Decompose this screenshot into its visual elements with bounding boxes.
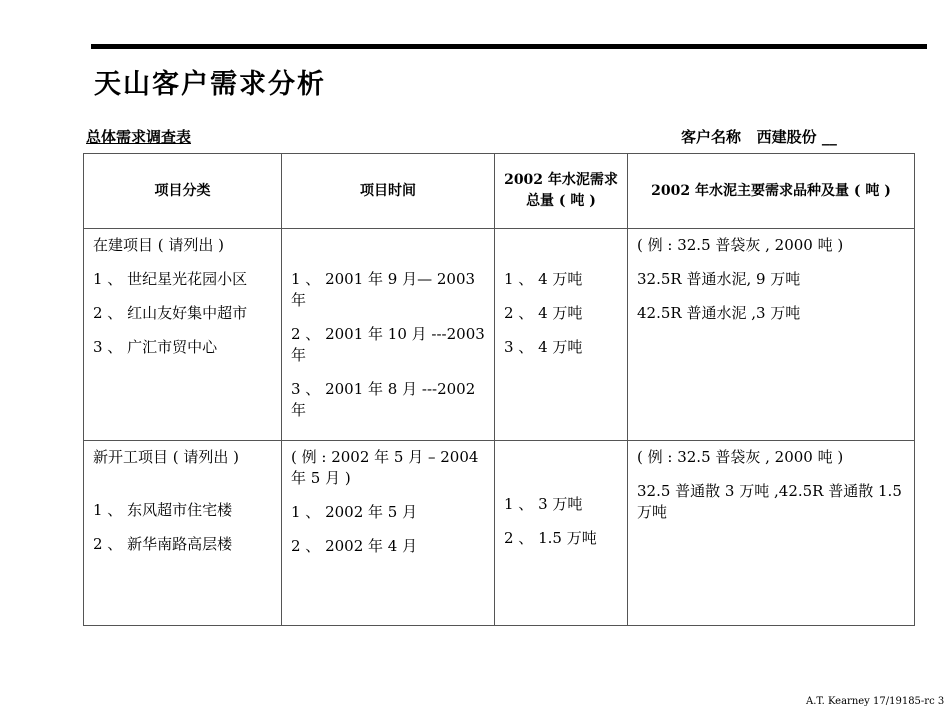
- cell-line: 32.5 普通散 3 万吨 ,42.5R 普通散 1.5 万吨: [637, 482, 902, 521]
- demand-survey-table: [83, 153, 915, 626]
- cell-time: [282, 441, 495, 626]
- cell-line: 1 、 东风超市住宅楼: [93, 501, 233, 519]
- header-total: 2002 年水泥需求总量 ( 吨 ): [495, 154, 628, 229]
- cell-line: 2 、 2002 年 4 月: [291, 537, 418, 555]
- cell-line: 2 、 红山友好集中超市: [93, 304, 248, 322]
- customer-name: 客户名称 西建股份 __: [681, 128, 837, 146]
- cell-line: 3 、 4 万吨: [504, 338, 583, 356]
- cell-line: ( 例 : 32.5 普袋灰 , 2000 吨 ): [637, 448, 844, 466]
- cell-line: 1 、 2001 年 9 月— 2003 年: [291, 270, 476, 309]
- header-time: 项目时间: [282, 154, 495, 229]
- cell-types: [628, 229, 915, 441]
- cell-category: [84, 229, 282, 441]
- cell-line: 2 、 2001 年 10 月 ---2003 年: [291, 325, 485, 364]
- cell-line: 3 、 2001 年 8 月 ---2002 年: [291, 380, 476, 419]
- survey-subtitle: 总体需求调查表: [86, 128, 192, 146]
- table-header-row: [84, 154, 915, 229]
- cell-time: [282, 229, 495, 441]
- cell-line: 2 、 新华南路高层楼: [93, 535, 233, 553]
- table-row: [84, 229, 915, 441]
- cell-line: 2 、 1.5 万吨: [504, 529, 597, 547]
- cell-line: 新开工项目 ( 请列出 ): [93, 448, 240, 466]
- cell-line: 2 、 4 万吨: [504, 304, 583, 322]
- cell-total: [495, 441, 628, 626]
- cell-line: ( 例 : 2002 年 5 月 – 2004 年 5 月 ): [291, 448, 479, 487]
- cell-total: [495, 229, 628, 441]
- cell-line: 在建项目 ( 请列出 ): [93, 236, 225, 254]
- cell-line: 42.5R 普通水泥 ,3 万吨: [637, 304, 801, 322]
- cell-line: 1 、 世纪星光花园小区: [93, 270, 248, 288]
- cell-line: ( 例 : 32.5 普袋灰 , 2000 吨 ): [637, 236, 844, 254]
- cell-line: 3 、 广汇市贸中心: [93, 338, 218, 356]
- table-row: [84, 441, 915, 626]
- header-types: 2002 年水泥主要需求品种及量 ( 吨 ): [628, 154, 915, 229]
- cell-line: 1 、 2002 年 5 月: [291, 503, 418, 521]
- top-rule: [91, 44, 927, 49]
- cell-line: 1 、 3 万吨: [504, 495, 583, 513]
- header-category: 项目分类: [84, 154, 282, 229]
- cell-line: 32.5R 普通水泥, 9 万吨: [637, 270, 801, 288]
- page-title: 天山客户需求分析: [94, 69, 326, 100]
- footer-reference: A.T. Kearney 17/19185-rc 3: [806, 696, 945, 707]
- cell-types: [628, 441, 915, 626]
- cell-line: 1 、 4 万吨: [504, 270, 583, 288]
- cell-category: [84, 441, 282, 626]
